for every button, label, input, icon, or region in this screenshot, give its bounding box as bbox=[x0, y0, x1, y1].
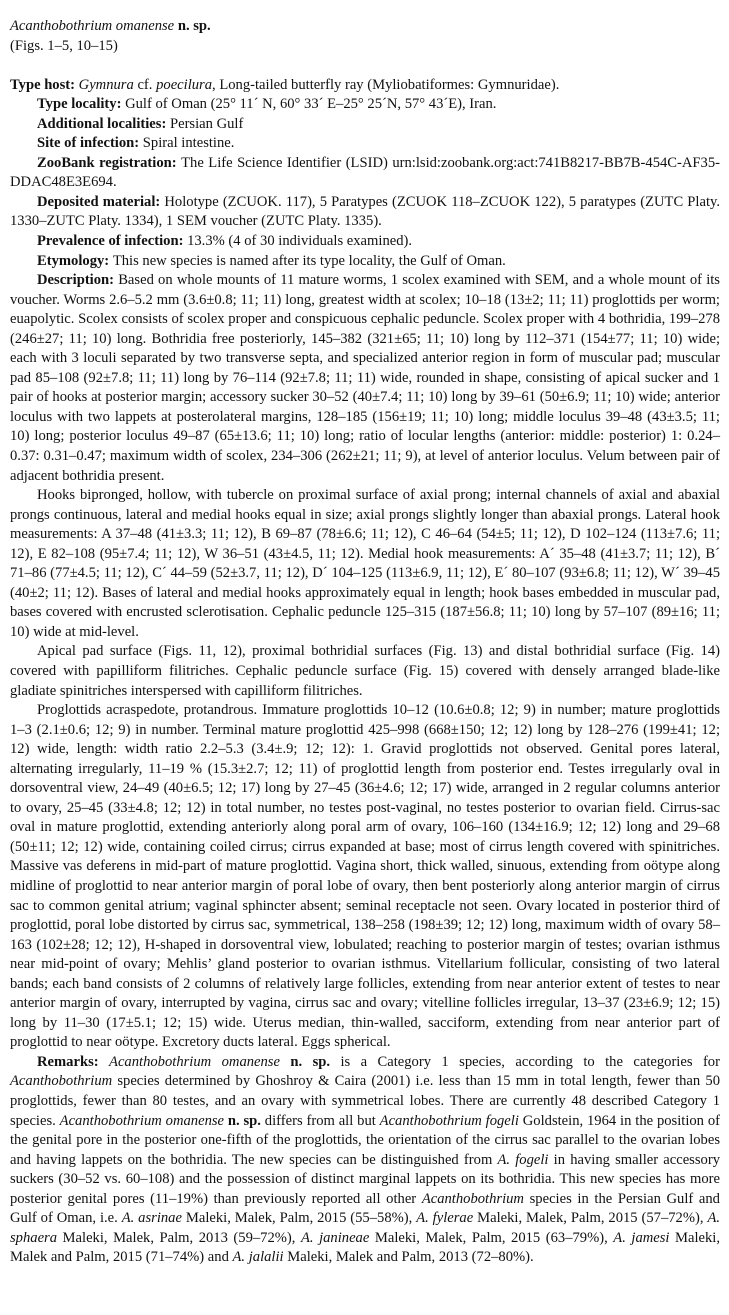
italic-text: A. asrinae bbox=[121, 1210, 182, 1227]
body-text: Maleki, Malek, Palm, 2015 (63–79%), bbox=[369, 1229, 614, 1246]
paragraph bbox=[10, 701, 720, 1053]
species-description-body bbox=[10, 76, 720, 1268]
bold-text: Deposited material: bbox=[37, 193, 165, 210]
paragraph bbox=[10, 134, 720, 154]
italic-text: A. fylerae bbox=[416, 1210, 474, 1227]
body-text: Maleki, Malek and Palm, 2013 (72–80%). bbox=[283, 1249, 534, 1266]
bold-text: Description: bbox=[37, 272, 119, 289]
body-text: Apical pad surface (Figs. 11, 12), proximal bothridial surfaces (Fig. 13) and distal bothridial surface (Fig. 14) covered with papilliform filitriches. Cephalic peduncle surface (Fig. 15) covered with densely arranged blade-like gladiate spinitriches interspersed with capilliform filitriches. bbox=[10, 643, 720, 699]
body-text: Persian Gulf bbox=[169, 115, 244, 132]
italic-text: Acanthobothrium fogeli bbox=[379, 1112, 519, 1129]
italic-text: A. jamesi bbox=[613, 1229, 670, 1246]
bold-text: Remarks: bbox=[37, 1053, 110, 1070]
body-text: This new species is named after its type locality, the Gulf of Oman. bbox=[112, 252, 506, 269]
species-suffix: n. sp. bbox=[177, 18, 211, 34]
paragraph bbox=[10, 232, 720, 252]
body-text: Based on whole mounts of 11 mature worms, 1 scolex examined with SEM, and a whole mount of its voucher. Worms 2.6–5.2 mm (3.6±0.8; 11; 11) long, greatest width at scolex; 10–18 (13±2; 11; 11) proglottids per worm; euapolytic. Scolex consists of scolex proper and conspicuous cephalic peduncle. Scolex proper with 4 bothridia, 199–278 (246±27; 11; 10) long. Bothridia free posteriorly, 145–382 (321±65; 11; 10) long by 112–371 (154±77; 11; 10) wide; each with 3 loculi separated by two transverse septa, and specialized anterior region in form of muscular pad; muscular pad 85–108 (92±7.8; 11; 11) long by 76–114 (92±7.8; 11; 11) wide, rounded in shape, consisting of apical sucker and 1 pair of hooks at posterior margin; accessory sucker 30–52 (40±7.4; 11; 10) long by 39–61 (50±6.9; 11; 10) wide; anterior loculus with two lappets at posterolateral margins, 128–185 (156±19; 11; 10) long; middle loculus 39–48 (43±3.5; 11; 10) long; posterior loculus 49–87 (65±13.6; 11; 10) long; ratio of locular lengths (anterior: middle: posterior) 1: 0.24–0.37: 0.31–0.47; maximum width of scolex, 234–306 (262±21; 11; 9), at level of anterior loculus. Velum between pair of adjacent bothridia present. bbox=[10, 272, 720, 484]
bold-text: Site of infection: bbox=[37, 135, 143, 152]
bold-text: Etymology: bbox=[37, 252, 113, 269]
bold-text: Prevalence of infection: bbox=[37, 232, 188, 249]
paragraph bbox=[10, 486, 720, 642]
paragraph bbox=[10, 193, 720, 232]
paragraph bbox=[10, 95, 720, 115]
paragraph bbox=[10, 76, 720, 96]
bold-text: n. sp. bbox=[279, 1053, 331, 1070]
body-text: species in the Persian Gulf and Gulf of Oman, i.e. bbox=[10, 1190, 720, 1227]
paragraph bbox=[10, 154, 720, 193]
paragraph bbox=[10, 252, 720, 272]
species-heading bbox=[10, 17, 720, 37]
body-text: in having smaller accessory suckers (30–52 vs. 60–108) and the possession of distinct marginal lappets on its bothridia. This new species has more posterior genital pores (11–19%) than previously reported all other bbox=[10, 1151, 720, 1207]
body-text: Maleki, Malek, Palm, 2015 (55–58%), bbox=[181, 1210, 417, 1227]
body-text: differs from all but bbox=[260, 1112, 380, 1129]
paragraph bbox=[10, 1053, 720, 1268]
italic-text: Acanthobothrium omanense bbox=[59, 1112, 225, 1129]
body-text: Spiral intestine. bbox=[142, 135, 235, 152]
italic-text: A. sphaera bbox=[10, 1210, 721, 1246]
body-text: , Long-tailed butterfly ray (Myliobatiformes: Gymnuridae). bbox=[212, 76, 560, 93]
body-text: cf. bbox=[133, 76, 157, 93]
italic-text: A. janineae bbox=[300, 1229, 370, 1246]
bold-text: Type host: bbox=[10, 76, 79, 93]
body-text: Proglottids acraspedote, protandrous. Immature proglottids 10–12 (10.6±0.8; 12; 9) in number; mature proglottids 1–3 (2.1±0.6; 12; 9) in number. Terminal mature proglottid 425–998 (668±150; 12; 12) long by 128–276 (199±41; 12; 12) wide, length: width ratio 2.2–5.3 (3.4±.9; 12; 12): 1. Gravid proglottids not observed. Genital pores lateral, alternating irregularly, 11–19 % (15.3±2.7; 12; 11) of proglottid length from posterior end. Testes irregularly oval in dorsoventral view, 24–49 (40±6.5; 12; 17) long by 27–45 (36±4.6; 12; 17) wide, arranged in 2 regular columns anterior to ovary, 25–45 (33±4.8; 12; 12) in total number, no testes post-vaginal, no testes posterior to ovarian field. Cirrus-sac oval in mature proglottid, extending anteriorly along poral arm of ovary, 106–160 (134±16.9; 12; 12) long and 29–68 (50±11; 12; 12) wide, containing coiled cirrus; cirrus expanded at base; most of cirrus length covered with spinitriches. Massive vas deferens in mid-part of mature proglottid. Vagina short, thick walled, sinuous, extending from oötype along midline of proglottid to near anterior margin of poral lobe of ovary, then bent posteriorly along anterior margin of cirrus sac to common genital atrium; vaginal sphincter absent; seminal receptacle not seen. Ovary located in posterior third of proglottid, poral lobe distorted by cirrus sac, symmetrical, 138–258 (198±39; 12; 12) long, maximum width of ovary 58–163 (102±28; 12; 12), H-shaped in dorsoventral view, lobulated; reaching to posterior margin of testes; ovarian isthmus near mid-point of ovary; Mehlis’ gland posterior to ovarian isthmus. Vitellarium follicular, consisting of two lateral bands; each band consists of 2 columns of relatively large follicles, extending from near anterior extent of testes to near anterior margin of ovary, interrupted by vagina, cirrus sac and ovary; vitelline follicles irregular, 13–37 (23±6.9; 12; 15) long by 11–30 (17±5.1; 12; 15) wide. Uterus median, thin-walled, sacciform, extending from near anterior part of proglottid to near oötype. Excretory ducts lateral. Eggs spherical. bbox=[10, 702, 720, 1051]
body-text: is a Category 1 species, according to the categories for bbox=[330, 1053, 720, 1070]
body-text: The Life Science Identifier (LSID) urn:lsid:zoobank.org:act:741B8217-BB7B-454C-AF35-DDAC48E3E694. bbox=[10, 154, 720, 191]
paragraph bbox=[10, 271, 720, 486]
italic-text: Acanthobothrium bbox=[10, 1073, 113, 1090]
italic-text: Acanthobothrium omanense bbox=[109, 1053, 280, 1070]
italic-text: poecilura bbox=[156, 76, 213, 93]
body-text: Holotype (ZCUOK. 117), 5 Paratypes (ZCUOK 118–ZCUOK 122), 5 paratypes (ZUTC Platy. 1330–ZUTC Platy. 1334), 1 SEM voucher (ZUTC Platy. 1335). bbox=[10, 193, 720, 230]
body-text: species determined by Ghoshroy & Caira (2001) i.e. less than 15 mm in total length, fewer than 50 proglottids, fewer than 80 testes, and an ovary with symmetrical lobes. There are currently 48 described Category 1 species. bbox=[10, 1073, 720, 1129]
body-text: Maleki, Malek and Palm, 2015 (71–74%) and bbox=[10, 1229, 721, 1266]
paragraph bbox=[10, 115, 720, 135]
paragraph bbox=[10, 642, 720, 701]
body-text: Hooks bipronged, hollow, with tubercle on proximal surface of axial prong; internal channels of axial and abaxial prongs continuous, lateral and medial hooks equal in size; axial prongs slightly longer than abaxial prongs. Lateral hook measurements: A 37–48 (41±3.3; 11; 12), B 69–87 (78±6.6; 11; 12), C 46–64 (54±5; 11; 12), D 102–124 (113±7.6; 11; 12), E 82–108 (95±7.4; 11; 12), W 36–51 (43±4.5, 11; 12). Medial hook measurements: A´ 35–48 (41±3.7; 11; 12), B´ 71–86 (77±4.5; 11; 12), C´ 44–59 (52±3.7, 11; 12), D´ 104–125 (113±6.9, 11; 12), E´ 80–107 (93±6.8; 11; 12), W´ 39–45 (40±2; 11; 12). Bases of lateral and medial hooks approximately equal in length; hook bases embedded in muscular pad, bases covered with encrusted sclerotisation. Cephalic peduncle 125–315 (187±56.8; 11; 10) long by 57–107 (89±16; 11; 10) wide at mid-level. bbox=[10, 487, 720, 640]
species-name: Acanthobothrium omanense bbox=[10, 18, 175, 34]
body-text: Gulf of Oman (25° 11´ N, 60° 33´ E–25° 25´N, 57° 43´E), Iran. bbox=[125, 96, 497, 113]
bold-text: ZooBank registration: bbox=[37, 154, 182, 171]
italic-text: A. jalalii bbox=[232, 1249, 284, 1266]
body-text: Goldstein, 1964 in the position of the genital pore in the posterior one-fifth of the proglottids, the orientation of the cirrus sac parallel to the ovarian lobes and having lappets on the bothridia. The new species can be distinguished from bbox=[10, 1112, 720, 1168]
figure-reference: (Figs. 1–5, 10–15) bbox=[10, 37, 118, 54]
body-text: 13.3% (4 of 30 individuals examined). bbox=[187, 232, 413, 249]
italic-text: A. fogeli bbox=[497, 1151, 549, 1168]
body-text: Maleki, Malek, Palm, 2013 (59–72%), bbox=[57, 1229, 301, 1246]
bold-text: Additional localities: bbox=[37, 115, 170, 132]
bold-text: Type locality: bbox=[37, 96, 126, 113]
bold-text: n. sp. bbox=[224, 1112, 261, 1129]
body-text: Maleki, Malek, Palm, 2015 (57–72%), bbox=[473, 1210, 708, 1227]
italic-text: Gymnura bbox=[78, 76, 134, 93]
italic-text: Acanthobothrium bbox=[421, 1190, 524, 1207]
